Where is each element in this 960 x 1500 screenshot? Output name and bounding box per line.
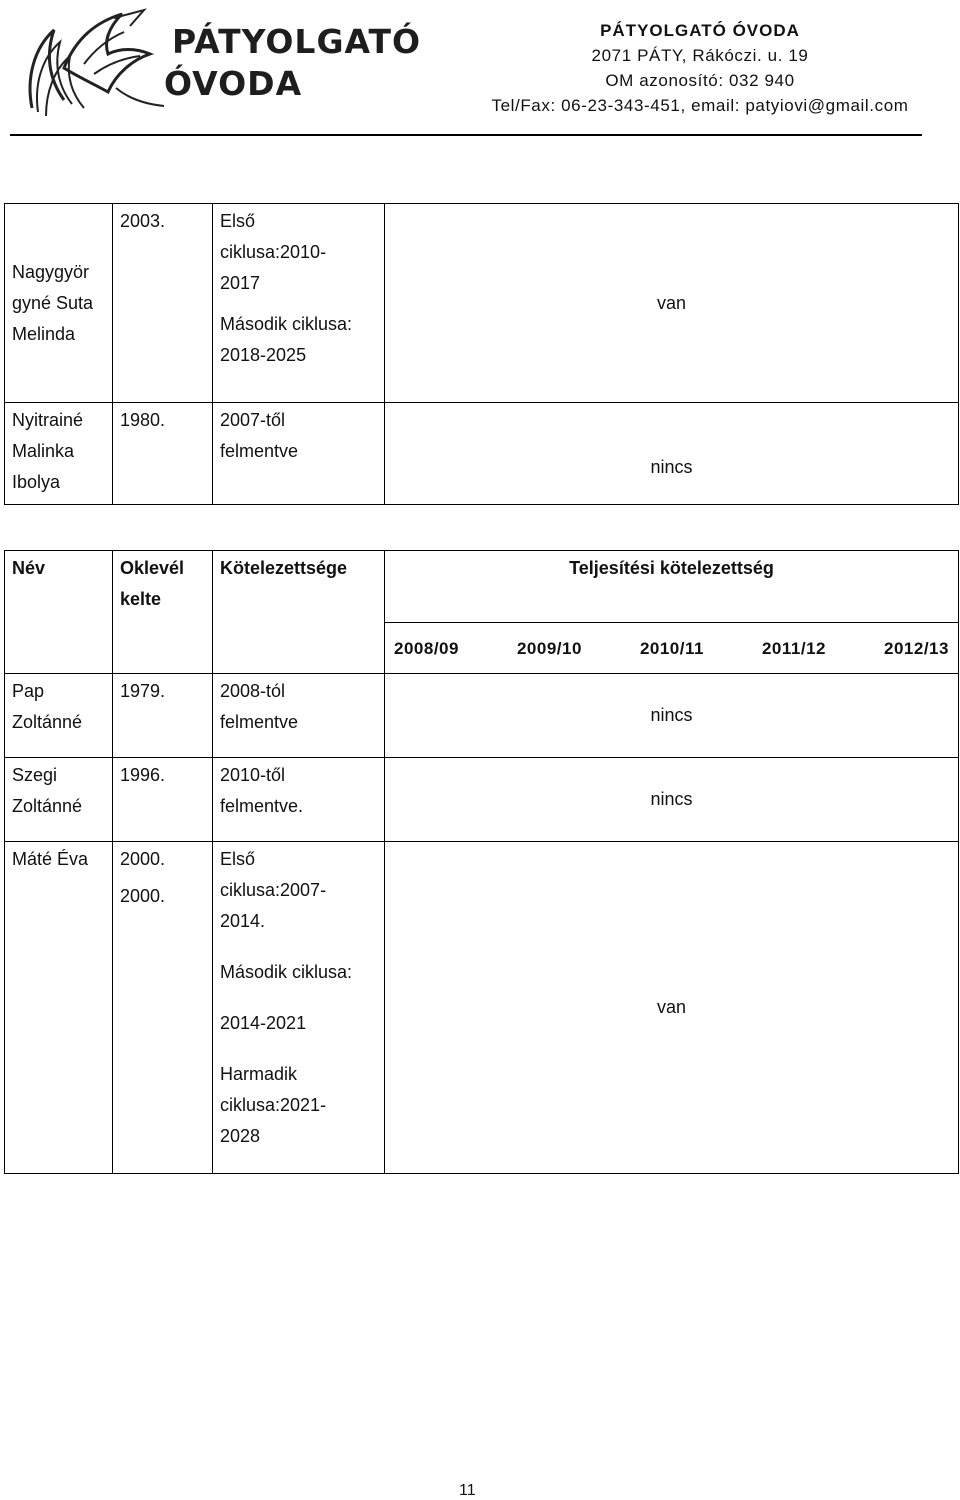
teacher-name-cell — [5, 403, 113, 505]
obligation-line: Harmadik — [220, 1064, 298, 1084]
teacher-name-cell — [5, 758, 113, 842]
year-label: 2010/11 — [639, 638, 704, 658]
table-row — [5, 403, 959, 505]
fulfilment-cell: van — [385, 842, 959, 1174]
obligation-cell — [213, 403, 385, 505]
table-row — [5, 758, 959, 842]
obligation-line: 2018-2025 — [220, 345, 307, 365]
address: 2071 PÁTY, Rákóczi. u. 19 — [591, 46, 809, 65]
school-name: PÁTYOLGATÓ ÓVODA — [600, 21, 800, 40]
diploma-year-cell: 1979. — [113, 674, 213, 758]
name-line: Máté Éva — [12, 849, 89, 869]
header-name: Név — [5, 551, 113, 674]
header-diploma-label: Oklevél kelte — [120, 558, 185, 609]
om-id: OM azonosító: 032 940 — [605, 71, 795, 90]
name-line: Nyitrainé — [12, 410, 84, 430]
header-row — [5, 551, 959, 623]
obligation-line: 2014. — [220, 911, 266, 931]
header-obligation: Kötelezettsége — [213, 551, 385, 674]
obligation-line: Első — [220, 849, 256, 869]
page-number: 11 — [459, 1482, 476, 1499]
diploma-year: 2000. — [120, 886, 166, 906]
name-line: Ibolya — [12, 472, 61, 492]
year-label: 2011/12 — [761, 638, 826, 658]
fulfilment-cell: nincs — [385, 758, 959, 842]
logo-subtitle: ÓVODA — [164, 64, 303, 103]
obligation-line: felmentve — [220, 441, 299, 461]
name-line: Malinka — [12, 441, 75, 461]
obligation-line: ciklusa:2021- — [220, 1095, 327, 1115]
obligation-line: ciklusa:2007- — [220, 880, 327, 900]
obligation-line: felmentve — [220, 712, 299, 732]
table-row — [5, 842, 959, 1174]
logo-title: PÁTYOLGATÓ — [172, 22, 422, 61]
header-fulfilment: Teljesítési kötelezettség — [385, 551, 959, 623]
obligation-cell — [213, 758, 385, 842]
diploma-year-cell — [113, 842, 213, 1174]
teacher-name-cell — [5, 842, 113, 1174]
diploma-year-cell — [113, 403, 213, 505]
contact-block — [470, 18, 930, 118]
obligation-line: 2007-től — [220, 410, 286, 430]
obligation-line: 2008-tól — [220, 681, 286, 701]
name-line: Nagygyör — [12, 261, 90, 282]
fulfilment-cell: van — [385, 204, 959, 403]
fulfilment-cell: nincs — [385, 674, 959, 758]
obligation-line: Első — [220, 211, 256, 231]
teacher-name-cell — [5, 674, 113, 758]
name-line: Szegi — [12, 765, 58, 785]
teacher-table-continued — [4, 203, 959, 505]
obligation-line: Második ciklusa: — [220, 314, 353, 334]
bird-hands-logo-icon — [24, 8, 174, 120]
table-row — [5, 674, 959, 758]
obligation-line: 2010-től — [220, 765, 286, 785]
obligation-line: ciklusa:2010- — [220, 242, 327, 262]
obligation-line: felmentve. — [220, 796, 304, 816]
teacher-name-cell — [5, 204, 113, 403]
year-label: 2009/10 — [516, 638, 582, 658]
diploma-year: 2000. — [120, 849, 166, 869]
diploma-year-cell — [113, 204, 213, 403]
name-line: Zoltánné — [12, 796, 83, 816]
letterhead — [0, 0, 960, 140]
table-row — [5, 204, 959, 403]
obligation-line: 2028 — [220, 1126, 261, 1146]
header-divider — [10, 134, 922, 136]
obligation-cell — [213, 842, 385, 1174]
obligation-line: 2017 — [220, 273, 261, 293]
diploma-year: 1980. — [120, 410, 166, 430]
obligation-cell — [213, 674, 385, 758]
contact-line: Tel/Fax: 06-23-343-451, email: patyiovi@gmail.com — [491, 96, 909, 115]
header-diploma — [113, 551, 213, 674]
obligation-cell — [213, 204, 385, 403]
teacher-training-table — [4, 550, 959, 1174]
fulfilment-cell: nincs — [385, 403, 959, 505]
obligation-line: Második ciklusa: — [220, 962, 353, 982]
year-label: 2012/13 — [884, 638, 949, 658]
kindergarten-logo — [24, 8, 422, 120]
name-line: Melinda — [12, 323, 76, 344]
name-line: gyné Suta — [12, 292, 94, 313]
year-label: 2008/09 — [394, 638, 459, 658]
diploma-year-cell: 1996. — [113, 758, 213, 842]
obligation-line: 2014-2021 — [220, 1013, 307, 1033]
years-cell — [385, 623, 959, 674]
diploma-year: 2003. — [120, 211, 166, 231]
name-line: Zoltánné — [12, 712, 83, 732]
name-line: Pap — [12, 681, 45, 701]
